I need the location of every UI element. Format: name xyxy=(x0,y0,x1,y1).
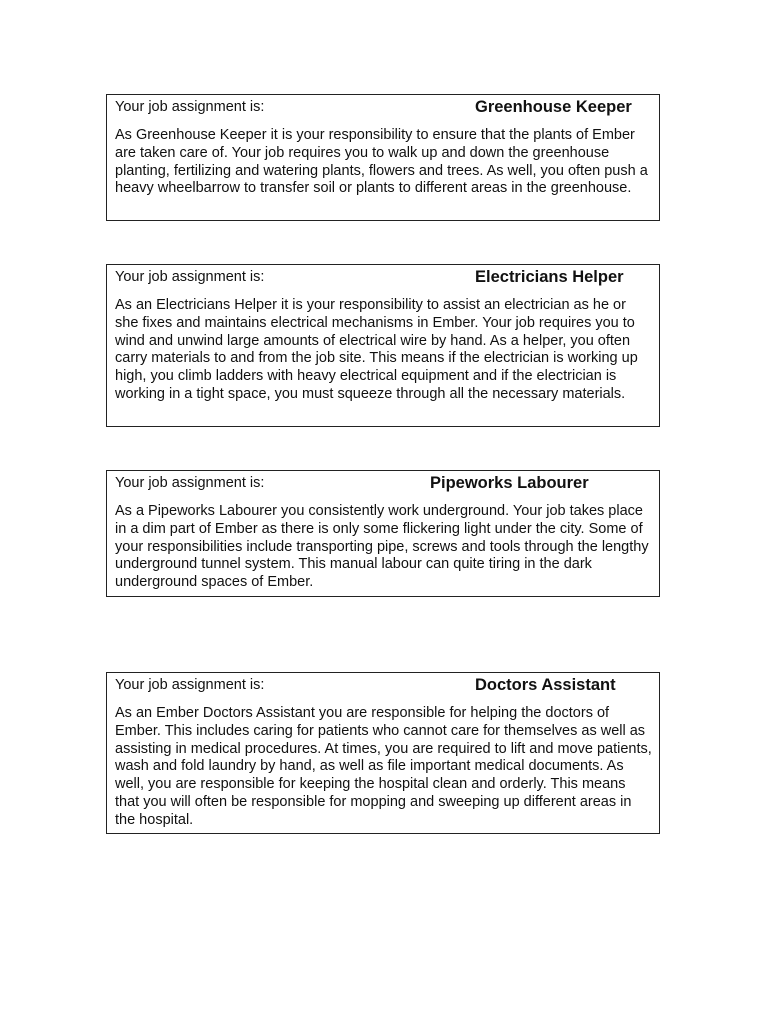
job-description: As a Pipeworks Labourer you consistently work underground. Your job takes place in a dim part of Ember as there is only some flickering light under the city. Some of your responsibilities include transporting pipe, screws and tools through the lengthy underground tunnel system. This manual labour can quite tiring in the dark underground spaces of Ember. xyxy=(115,503,649,591)
assignment-label: Your job assignment is: xyxy=(115,677,265,693)
job-card-greenhouse-keeper xyxy=(106,94,660,221)
job-description: As an Ember Doctors Assistant you are responsible for helping the doctors of Ember. This includes caring for patients who cannot care for themselves as well as assisting in medical procedures. At times, you are required to lift and move patients, wash and fold laundry by hand, as well as file important medical documents. As well, you are responsible for keeping the hospital clean and orderly. This means that you will often be responsible for mopping and sweeping up different areas in the hospital. xyxy=(115,705,652,828)
job-description: As an Electricians Helper it is your responsibility to assist an electrician as he or she fixes and maintains electrical mechanisms in Ember. Your job requires you to wind and unwind large amounts of electrical wire by hand. As a helper, you often carry materials to and from the job site. This means if the electrician is working up high, you climb ladders with heavy electrical equipment and if the electrician is working in a tight space, you must squeeze through all the necessary materials. xyxy=(115,297,638,402)
job-title: Greenhouse Keeper xyxy=(475,98,632,116)
job-card-header xyxy=(107,268,659,286)
job-card-doctors-assistant xyxy=(106,672,660,834)
job-card-pipeworks-labourer xyxy=(106,470,660,597)
job-title: Doctors Assistant xyxy=(475,676,616,694)
assignment-label: Your job assignment is: xyxy=(115,475,265,491)
job-card-header xyxy=(107,474,659,492)
assignment-label: Your job assignment is: xyxy=(115,99,265,115)
job-description: As Greenhouse Keeper it is your responsibility to ensure that the plants of Ember are taken care of. Your job requires you to walk up and down the greenhouse planting, fertilizing and watering plants, flowers and trees. As well, you often push a heavy wheelbarrow to transfer soil or plants to different areas in the greenhouse. xyxy=(115,127,648,197)
assignment-label: Your job assignment is: xyxy=(115,269,265,285)
job-card-electricians-helper xyxy=(106,264,660,427)
job-card-header xyxy=(107,98,659,116)
job-title: Electricians Helper xyxy=(475,268,624,286)
job-card-header xyxy=(107,676,659,694)
job-title: Pipeworks Labourer xyxy=(430,474,589,492)
